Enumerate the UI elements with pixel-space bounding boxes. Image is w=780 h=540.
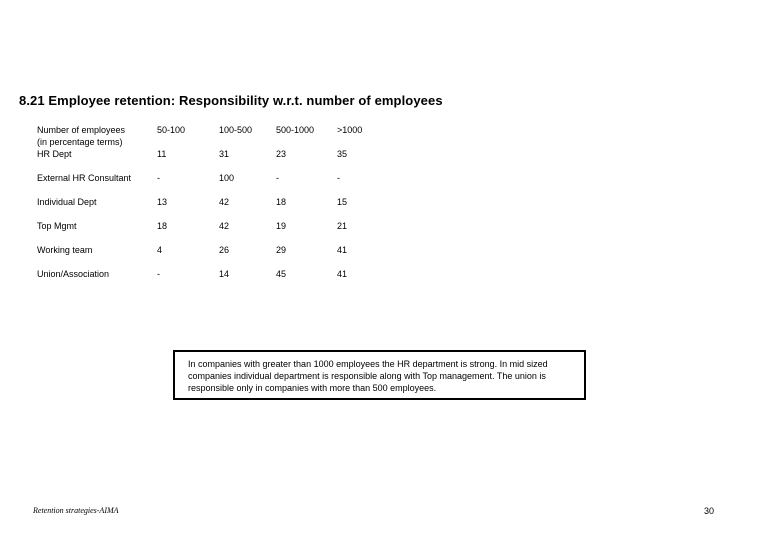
table-cell: 31 bbox=[219, 149, 230, 159]
table-cell: 4 bbox=[157, 245, 163, 255]
table-cell: 42 bbox=[219, 221, 230, 231]
column-header: 100-500 bbox=[219, 125, 253, 135]
table-cell: 19 bbox=[276, 221, 287, 231]
table-cell: 18 bbox=[157, 221, 168, 231]
note-line: companies individual department is responsible along with Top management. The union is bbox=[188, 371, 546, 381]
table-cell: 26 bbox=[219, 245, 230, 255]
row-label: Working team bbox=[37, 245, 93, 255]
page-number: 30 bbox=[704, 506, 715, 516]
table-cell: 100 bbox=[219, 173, 235, 183]
table-cell: 21 bbox=[337, 221, 348, 231]
table-cell: 45 bbox=[276, 269, 287, 279]
header-label-line2: (in percentage terms) bbox=[37, 137, 123, 147]
table-cell: 15 bbox=[337, 197, 348, 207]
table-cell: 23 bbox=[276, 149, 287, 159]
table-cell: - bbox=[157, 173, 160, 183]
row-label: External HR Consultant bbox=[37, 173, 132, 183]
page-title: 8.21 Employee retention: Responsibility w.r.t. number of employees bbox=[19, 93, 443, 108]
note-line: responsible only in companies with more than 500 employees. bbox=[188, 383, 437, 393]
table-cell: 42 bbox=[219, 197, 230, 207]
table-cell: - bbox=[276, 173, 279, 183]
table-cell: 29 bbox=[276, 245, 287, 255]
table-cell: 14 bbox=[219, 269, 230, 279]
table-cell: 18 bbox=[276, 197, 287, 207]
table-cell: 41 bbox=[337, 269, 348, 279]
row-label: HR Dept bbox=[37, 149, 72, 159]
table-cell: 41 bbox=[337, 245, 348, 255]
row-label: Individual Dept bbox=[37, 197, 97, 207]
table-cell: - bbox=[337, 173, 340, 183]
table-cell: 11 bbox=[157, 149, 167, 159]
column-header: 50-100 bbox=[157, 125, 186, 135]
footer-source: Retention strategies-AIMA bbox=[33, 506, 119, 515]
row-label: Union/Association bbox=[37, 269, 110, 279]
header-label-line1: Number of employees bbox=[37, 125, 126, 135]
column-header: 500-1000 bbox=[276, 125, 315, 135]
table-cell: 13 bbox=[157, 197, 168, 207]
table-cell: - bbox=[157, 269, 160, 279]
table-cell: 35 bbox=[337, 149, 348, 159]
note-line: In companies with greater than 1000 employees the HR department is strong. In mid sized bbox=[188, 359, 548, 369]
column-header: >1000 bbox=[337, 125, 363, 135]
summary-note-box bbox=[173, 350, 586, 400]
row-label: Top Mgmt bbox=[37, 221, 77, 231]
